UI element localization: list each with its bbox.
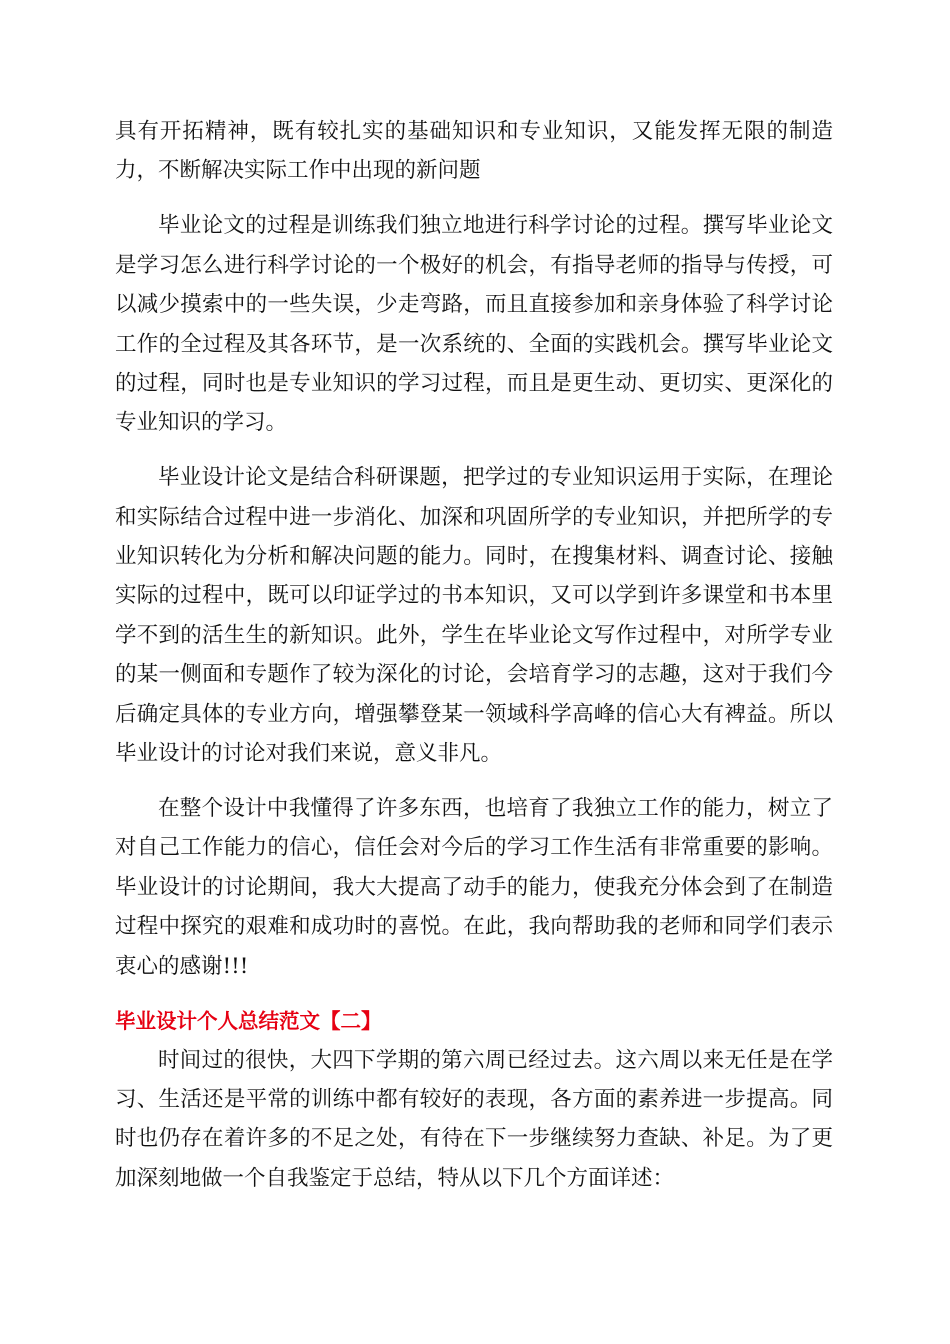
paragraph-gratitude: 在整个设计中我懂得了许多东西，也培育了我独立工作的能力，树立了对自己工作能力的信心，信任会对今后的学习工作生活有非常重要的影响。毕业设计的讨论期间，我大大提高了动手的能力，使我充分体会到了在制造过程中探究的艰难和成功时的喜悦。在此，我向帮助我的老师和同学们表示衷心的感谢!!! (115, 796, 833, 979)
paragraph-thesis-process: 毕业论文的过程是训练我们独立地进行科学讨论的过程。撰写毕业论文是学习怎么进行科学讨论的一个极好的机会，有指导老师的指导与传授，可以减少摸索中的一些失误，少走弯路，而且直接参加和亲身体验了科学讨论工作的全过程及其各环节，是一次系统的、全面的实践机会。撰写毕业论文的过程，同时也是专业知识的学习过程，而且是更生动、更切实、更深化的专业知识的学习。 (115, 213, 833, 436)
section-heading: 毕业设计个人总结范文【二】 (115, 1008, 382, 1033)
paragraph-section-two-intro: 时间过的很快，大四下学期的第六周已经过去。这六周以来无任是在学习、生活还是平常的训练中都有较好的表现，各方面的素养进一步提高。同时也仍存在着许多的不足之处，有待在下一步继续努力查缺、补足。为了更加深刻地做一个自我鉴定于总结，特从以下几个方面详述： (115, 1047, 833, 1191)
document-page (115, 112, 833, 1214)
paragraph-continuation: 具有开拓精神，既有较扎实的基础知识和专业知识，又能发挥无限的制造力，不断解决实际工作中出现的新问题 (115, 119, 833, 184)
paragraph-design-thesis: 毕业设计论文是结合科研课题，把学过的专业知识运用于实际，在理论和实际结合过程中进一步消化、加深和巩固所学的专业知识，并把所学的专业知识转化为分析和解决问题的能力。同时，在搜集材料、调查讨论、接触实际的过程中，既可以印证学过的书本知识，又可以学到许多课堂和书本里学不到的活生生的新知识。此外，学生在毕业论文写作过程中，对所学专业的某一侧面和专题作了较为深化的讨论，会培育学习的志趣，这对于我们今后确定具体的专业方向，增强攀登某一领域科学高峰的信心大有裨益。所以毕业设计的讨论对我们来说，意义非凡。 (115, 465, 833, 767)
